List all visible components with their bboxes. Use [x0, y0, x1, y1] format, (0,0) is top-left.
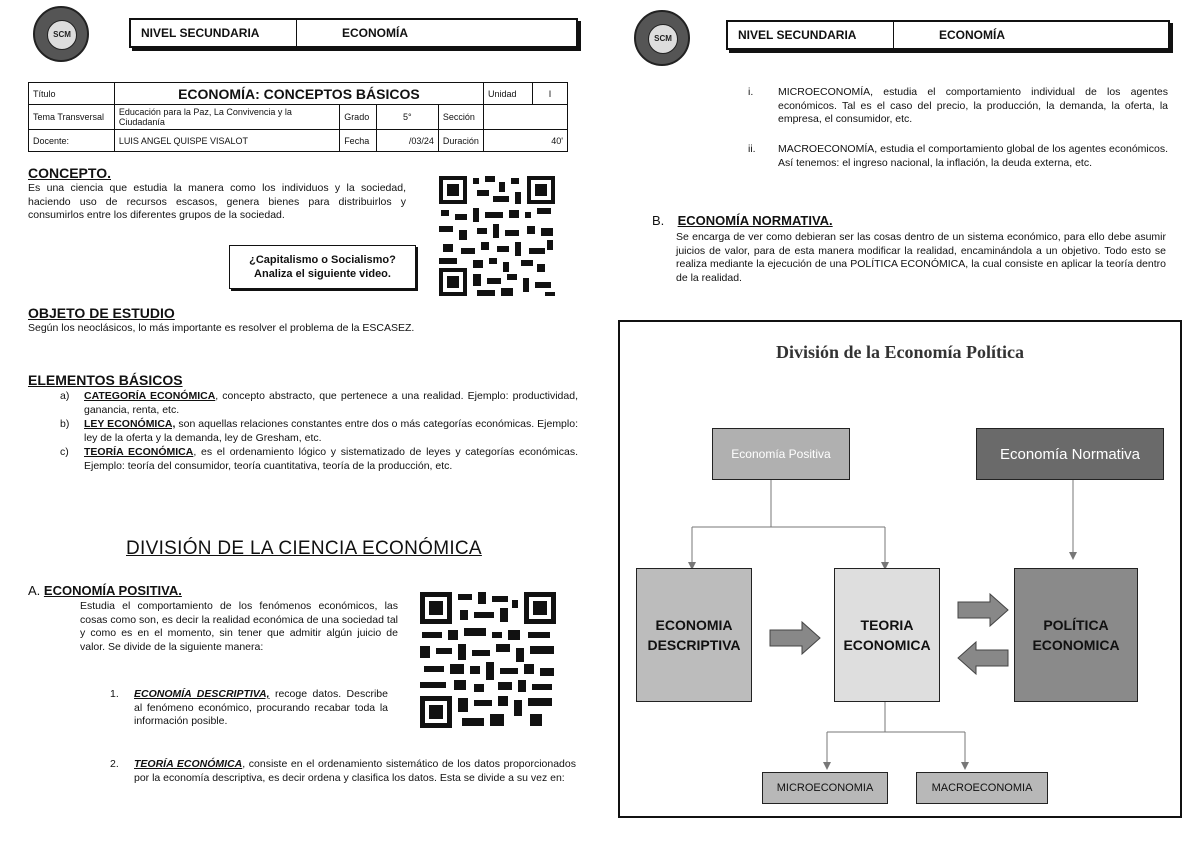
seccion-value: [483, 105, 567, 130]
duracion-value: 40': [483, 130, 567, 152]
list-item: [60, 418, 578, 445]
list-marker: i.: [748, 86, 754, 98]
elementos-list: [60, 390, 578, 473]
box-macroeconomia: MACROECONOMIA: [916, 772, 1048, 804]
titulo-label: Título: [29, 83, 115, 105]
seccion-label: Sección: [438, 105, 483, 130]
term: CATEGORÍA ECONÓMICA: [84, 390, 216, 402]
school-logo: [33, 6, 89, 62]
section-b: [652, 213, 833, 228]
sub-term: ECONOMÍA DESCRIPTIVA,: [134, 688, 270, 700]
section-b-marker: B.: [652, 213, 665, 228]
concepto-text: Es una ciencia que estudia la manera como los individuos y la sociedad, haciendo uso de recursos escasos, genera bienes para distribuirlos y consumirlos entre los diferentes grupos de la sociedad.: [28, 182, 406, 221]
fecha-value: /03/24: [376, 130, 438, 152]
list-item: [60, 390, 578, 417]
fecha-label: Fecha: [340, 130, 377, 152]
box-teoria-economica: TEORIA ECONOMICA: [834, 568, 940, 702]
section-a-heading: ECONOMÍA POSITIVA.: [43, 583, 182, 598]
sub-marker: 1.: [110, 688, 119, 700]
definition: son aquellas relaciones constantes entre dos o más categorías económicas. Ejemplo: ley de la oferta y la demanda, ley de Gresham, etc.: [84, 418, 578, 444]
sub-term: TEORÍA ECONÓMICA: [134, 758, 243, 770]
elementos-heading: ELEMENTOS BÁSICOS: [28, 372, 183, 388]
micro-text: MICROECONOMÍA, estudia el comportamiento individual de los agentes económicos. Tal es el caso del precio, la producción, la demanda, la oferta, la empresa, el consumidor, etc.: [778, 86, 1168, 125]
header-level: NIVEL SECUNDARIA: [728, 22, 894, 48]
header-bar-right: [726, 20, 1170, 50]
header-level: NIVEL SECUNDARIA: [131, 20, 297, 46]
logo-emblem: SCM: [47, 20, 77, 50]
diagram-frame: [618, 320, 1182, 818]
grado-value: 5°: [376, 105, 438, 130]
school-logo: [634, 10, 690, 66]
objeto-text: Según los neoclásicos, lo más importante es resolver el problema de la ESCASEZ.: [28, 322, 415, 334]
section-a-marker: A.: [28, 583, 41, 598]
sub-item-descriptiva: [110, 688, 388, 729]
section-b-heading: ECONOMÍA NORMATIVA.: [677, 213, 833, 228]
section-a-text: Estudia el comportamiento de los fenómenos económicos, las cosas como son, es decir la realidad económica de una sociedad tal y como es en el momento, sin tener que admitir algún juicio de valor. Se divide de la siguiente manera:: [80, 600, 398, 653]
list-item-macro: [748, 143, 1168, 170]
sub-item-teoria: [110, 758, 576, 785]
concepto-heading: CONCEPTO.: [28, 165, 111, 181]
grado-label: Grado: [340, 105, 377, 130]
box-economia-descriptiva: ECONOMIA DESCRIPTIVA: [636, 568, 752, 702]
diagram-title: División de la Economía Política: [775, 342, 1024, 362]
list-marker: b): [60, 418, 70, 430]
section-a: [28, 583, 182, 598]
list-item: [60, 446, 578, 473]
list-marker: ii.: [748, 143, 756, 155]
box-economia-normativa: Economía Normativa: [976, 428, 1164, 480]
tema-value: Educación para la Paz, La Convivencia y la Ciudadanía: [114, 105, 339, 130]
term: LEY ECONÓMICA,: [84, 418, 176, 430]
objeto-heading: OBJETO DE ESTUDIO: [28, 305, 175, 321]
box-politica-economica: POLÍTICA ECONOMICA: [1014, 568, 1138, 702]
duracion-label: Duración: [438, 130, 483, 152]
sub-text: recoge datos. Describe al fenómeno económico, procurando recabar toda la información posible.: [134, 688, 388, 727]
definition: , concepto abstracto, que pertenece a una realidad. Ejemplo: productividad, ganancia, renta, etc.: [84, 390, 578, 416]
qr-code-icon[interactable]: [418, 590, 558, 730]
list-marker: a): [60, 390, 70, 402]
division-title: DIVISIÓN DE LA CIENCIA ECONÓMICA: [126, 538, 482, 559]
box-microeconomia: MICROECONOMIA: [762, 772, 888, 804]
docente-value: LUIS ANGEL QUISPE VISALOT: [114, 130, 339, 152]
info-table: [28, 82, 568, 152]
header-subject: ECONOMÍA: [939, 28, 1005, 42]
logo-emblem: SCM: [648, 24, 678, 54]
header-bar-left: [129, 18, 578, 48]
docente-label: Docente:: [29, 130, 115, 152]
unidad-label: Unidad: [483, 83, 532, 105]
qr-code-icon[interactable]: [437, 174, 557, 298]
box-economia-positiva: Economía Positiva: [712, 428, 850, 480]
term: TEORÍA ECONÓMICA: [84, 446, 194, 458]
lesson-title: ECONOMÍA: CONCEPTOS BÁSICOS: [114, 83, 483, 105]
header-subject: ECONOMÍA: [342, 26, 408, 40]
unidad-value: I: [532, 83, 567, 105]
video-callout: ¿Capitalismo o Socialismo? Analiza el siguiente video.: [229, 245, 416, 289]
list-item-micro: [748, 86, 1168, 127]
sub-marker: 2.: [110, 758, 119, 770]
tema-label: Tema Transversal: [29, 105, 115, 130]
section-b-text: Se encarga de ver como debieran ser las cosas dentro de un sistema económico, para ello debe asumir juicios de valor, para de esta manera modificar la realidad, encaminándola a un objetivo. Todo esto se realiza mediante la ejecución de una POLÍTICA ECONÓMICA, la cual consiste en aplicar la teoría dentro de la realidad.: [676, 231, 1166, 284]
definition: , es el ordenamiento lógico y sistematizado de leyes y categorías económicas. Ejemplo: teoría del consumidor, teoría cuantitativa, teoría de la producción, etc.: [84, 446, 578, 472]
sub-text: , consiste en el ordenamiento sistemático de los datos proporcionados por la economía descriptiva, es decir ordena y clasifica los datos. Esta se divide a su vez en:: [134, 758, 576, 784]
macro-text: MACROECONOMÍA, estudia el comportamiento global de los agentes económicos. Así tenemos: el ingreso nacional, la inflación, la deuda externa, etc.: [778, 143, 1168, 169]
list-marker: c): [60, 446, 69, 458]
